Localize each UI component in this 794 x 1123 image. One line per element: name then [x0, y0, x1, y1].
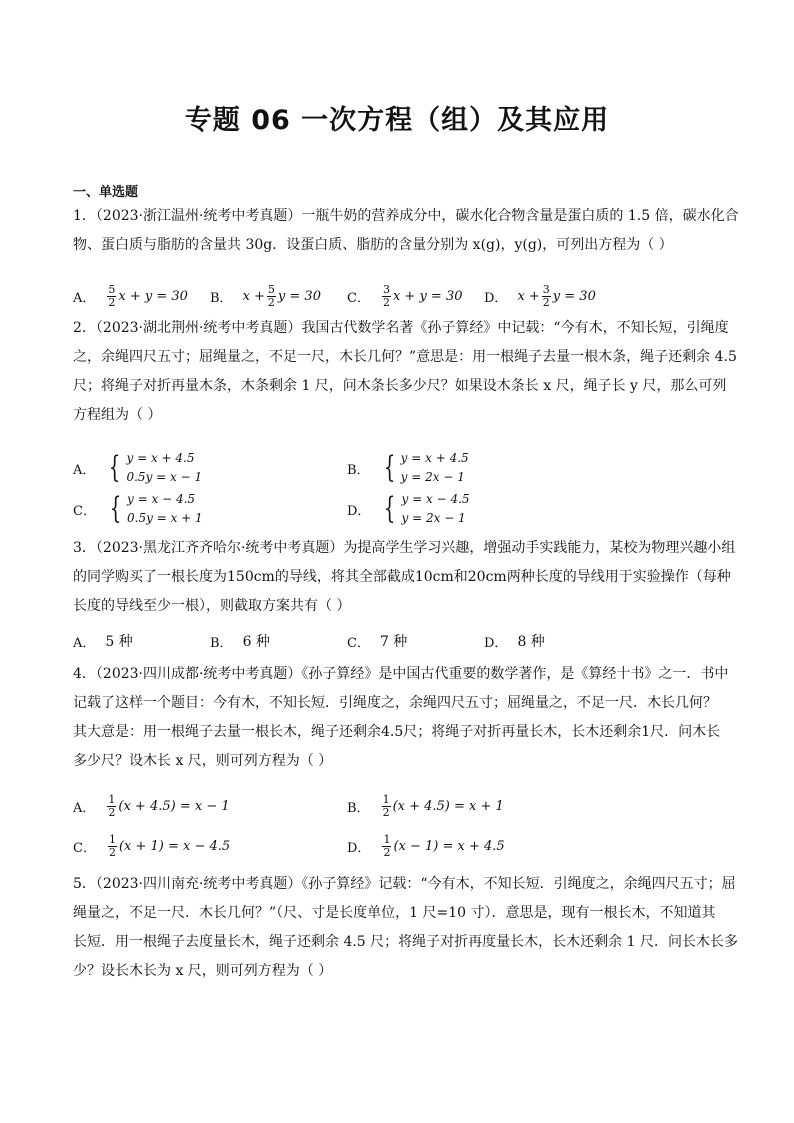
question-line: 多少尺？设木长 x 尺，则可列方程为（ ） [73, 753, 333, 769]
question-line: 的同学购买了一根长度为150cm的导线，将其全部截成10cm和20cm两种长度的导线用于实验操作（每种 [73, 569, 731, 585]
equation-system [380, 449, 469, 487]
question-line: 之，余绳四尺五寸；屈绳量之，不足一尺，木长几何？”意思是：用一根绳子去量一根木条，绳子还剩余 4.5 [73, 349, 737, 365]
denominator: 2 [267, 295, 275, 309]
option-label: C． [73, 840, 96, 856]
equation: y = 2x − 1 [401, 511, 466, 525]
fraction [107, 284, 116, 309]
question-1 [73, 202, 739, 260]
question-5 [73, 870, 738, 986]
numerator: 1 [383, 832, 391, 846]
option-text: 8 种 [517, 634, 545, 650]
denominator: 2 [383, 845, 391, 859]
question-line: 5．（2023·四川南充·统考中考真题）《孙子算经》记载：“今有木，不知长短．引绳度之，余绳四尺五寸；屈 [73, 876, 736, 892]
page-title: 专题 06 一次方程（组）及其应用 [184, 105, 610, 136]
brace-icon: { [109, 450, 121, 485]
option-c [73, 828, 230, 864]
question-line: 2．（2023·湖北荆州·统考中考真题）我国古代数学名著《孙子算经》中记载：“今有木，不知长短，引绳度 [73, 320, 729, 336]
option-math: (x + 4.5) = x − 1 [118, 798, 230, 814]
question-line: 方程组为（ ） [73, 407, 162, 423]
option-math: (x + 4.5) = x + 1 [392, 798, 504, 814]
denominator: 2 [108, 295, 116, 309]
denominator: 2 [108, 805, 116, 819]
option-label: B． [347, 800, 370, 816]
question-line: 长度的导线至少一根），则截取方案共有（ ） [73, 598, 351, 614]
brace-icon: { [384, 491, 396, 526]
option-label: D． [347, 503, 371, 519]
option-label: C． [73, 503, 96, 519]
brace-icon: { [109, 491, 122, 526]
question-line: 1．（2023·浙江温州·统考中考真题）一瓶牛奶的营养成分中，碳水化合物含量是蛋白质的 1.5 倍，碳水化合 [73, 208, 739, 224]
question-line: 尺；将绳子对折再量木条，木条剩余 1 尺，问木条长多少尺？如果设木条长 x 尺，绳子长 y 尺，那么可列 [73, 378, 727, 394]
option-d [484, 626, 545, 656]
option-label: D． [484, 635, 508, 651]
option-label: A． [73, 635, 96, 651]
question-4-options-row2 [73, 828, 733, 864]
option-label: B． [210, 635, 233, 651]
option-label: A． [73, 290, 96, 306]
fraction [382, 794, 391, 819]
fraction [108, 834, 117, 859]
fraction [267, 284, 276, 309]
question-line: 少？设长木长为 x 尺，则可列方程为（ ） [73, 963, 333, 979]
question-2-options-row1 [73, 447, 733, 489]
option-label: B． [210, 290, 233, 306]
option-a [73, 447, 202, 489]
fraction [107, 794, 116, 819]
option-label: D． [347, 840, 371, 856]
option-d [484, 281, 596, 311]
numerator: 1 [108, 832, 116, 846]
equation: y = x + 4.5 [400, 451, 469, 465]
option-b [347, 788, 504, 824]
question-2-options-row2 [73, 488, 733, 530]
option-label: C． [347, 290, 370, 306]
equation: y = x + 4.5 [126, 451, 195, 465]
option-c [347, 626, 407, 656]
option-b [210, 626, 270, 656]
option-b [210, 281, 321, 311]
numerator: 3 [382, 282, 390, 296]
option-a [73, 788, 230, 824]
denominator: 2 [382, 295, 390, 309]
option-a [73, 281, 188, 311]
question-4 [73, 660, 733, 776]
question-line: 4．（2023·四川成都·统考中考真题）《孙子算经》是中国古代重要的数学著作，是《算经十书》之一．书中 [73, 666, 729, 682]
option-text: 7 种 [379, 634, 408, 650]
equation: 0.5y = x − 1 [126, 470, 203, 484]
numerator: 1 [108, 792, 116, 806]
equation: y = x − 4.5 [127, 492, 196, 506]
fraction [542, 284, 551, 309]
question-3 [73, 534, 736, 621]
equation-system [105, 449, 202, 487]
option-label: B． [347, 462, 370, 478]
option-label: A． [73, 800, 96, 816]
option-b [347, 447, 469, 489]
option-a [73, 626, 133, 656]
numerator: 1 [382, 792, 390, 806]
fraction [382, 284, 391, 309]
question-2 [73, 314, 737, 430]
equation: y = x − 4.5 [401, 492, 470, 506]
question-line: 绳量之，不足一尺．木长几何？”（尺、寸是长度单位，1 尺=10 寸）．意思是，现有一根长木，不知道其 [73, 905, 716, 921]
question-4-options-row1 [73, 788, 733, 824]
section-heading: 一、单选题 [73, 185, 139, 200]
question-line: 3．（2023·黑龙江齐齐哈尔·统考中考真题）为提高学生学习兴趣，增强动手实践能力，某校为物理兴趣小组 [73, 540, 736, 556]
option-math: x + y = 30 [392, 288, 463, 304]
option-math: x + [242, 288, 265, 304]
equation-system [106, 490, 203, 528]
option-math: (x + 1) = x − 4.5 [118, 838, 231, 854]
option-c [73, 488, 203, 530]
option-text: 5 种 [105, 634, 133, 650]
numerator: 5 [267, 282, 275, 296]
option-math: x + [517, 288, 540, 304]
equation-system [380, 490, 469, 528]
question-line: 其大意是：用一根绳子去量一根长木，绳子还剩余4.5尺；将绳子对折再量长木，长木还剩余1尺．问木长 [73, 724, 721, 740]
question-line: 长短．用一根绳子去度量长木，绳子还剩余 4.5 尺；将绳子对折再度量长木，长木还剩余 1 尺．问长木长多 [73, 934, 738, 950]
brace-icon: { [383, 450, 395, 485]
equation: y = 2x − 1 [400, 470, 465, 484]
option-label: A． [73, 462, 96, 478]
option-label: D． [484, 290, 508, 306]
denominator: 2 [108, 845, 116, 859]
option-label: C． [347, 635, 370, 651]
equation: 0.5y = x + 1 [127, 511, 203, 525]
option-math: y = 30 [277, 288, 321, 304]
question-3-options [73, 626, 733, 656]
option-d [347, 488, 470, 530]
option-math: x + y = 30 [118, 288, 188, 304]
numerator: 5 [108, 282, 116, 296]
numerator: 3 [542, 282, 550, 296]
option-c [347, 281, 463, 311]
question-line: 物、蛋白质与脂肪的含量共 30g．设蛋白质、脂肪的含量分别为 x(g)，y(g)，可列出方程为（ ） [73, 237, 673, 253]
fraction [382, 834, 391, 859]
option-math: y = 30 [552, 288, 596, 304]
denominator: 2 [382, 805, 390, 819]
option-d [347, 828, 505, 864]
option-text: 6 种 [242, 634, 270, 650]
question-1-options [73, 281, 733, 311]
denominator: 2 [542, 295, 550, 309]
question-line: 记载了这样一个题目：今有木，不知长短．引绳度之，余绳四尺五寸；屈绳量之，不足一尺．木长几何？ [73, 695, 717, 711]
option-math: (x − 1) = x + 4.5 [393, 838, 505, 854]
